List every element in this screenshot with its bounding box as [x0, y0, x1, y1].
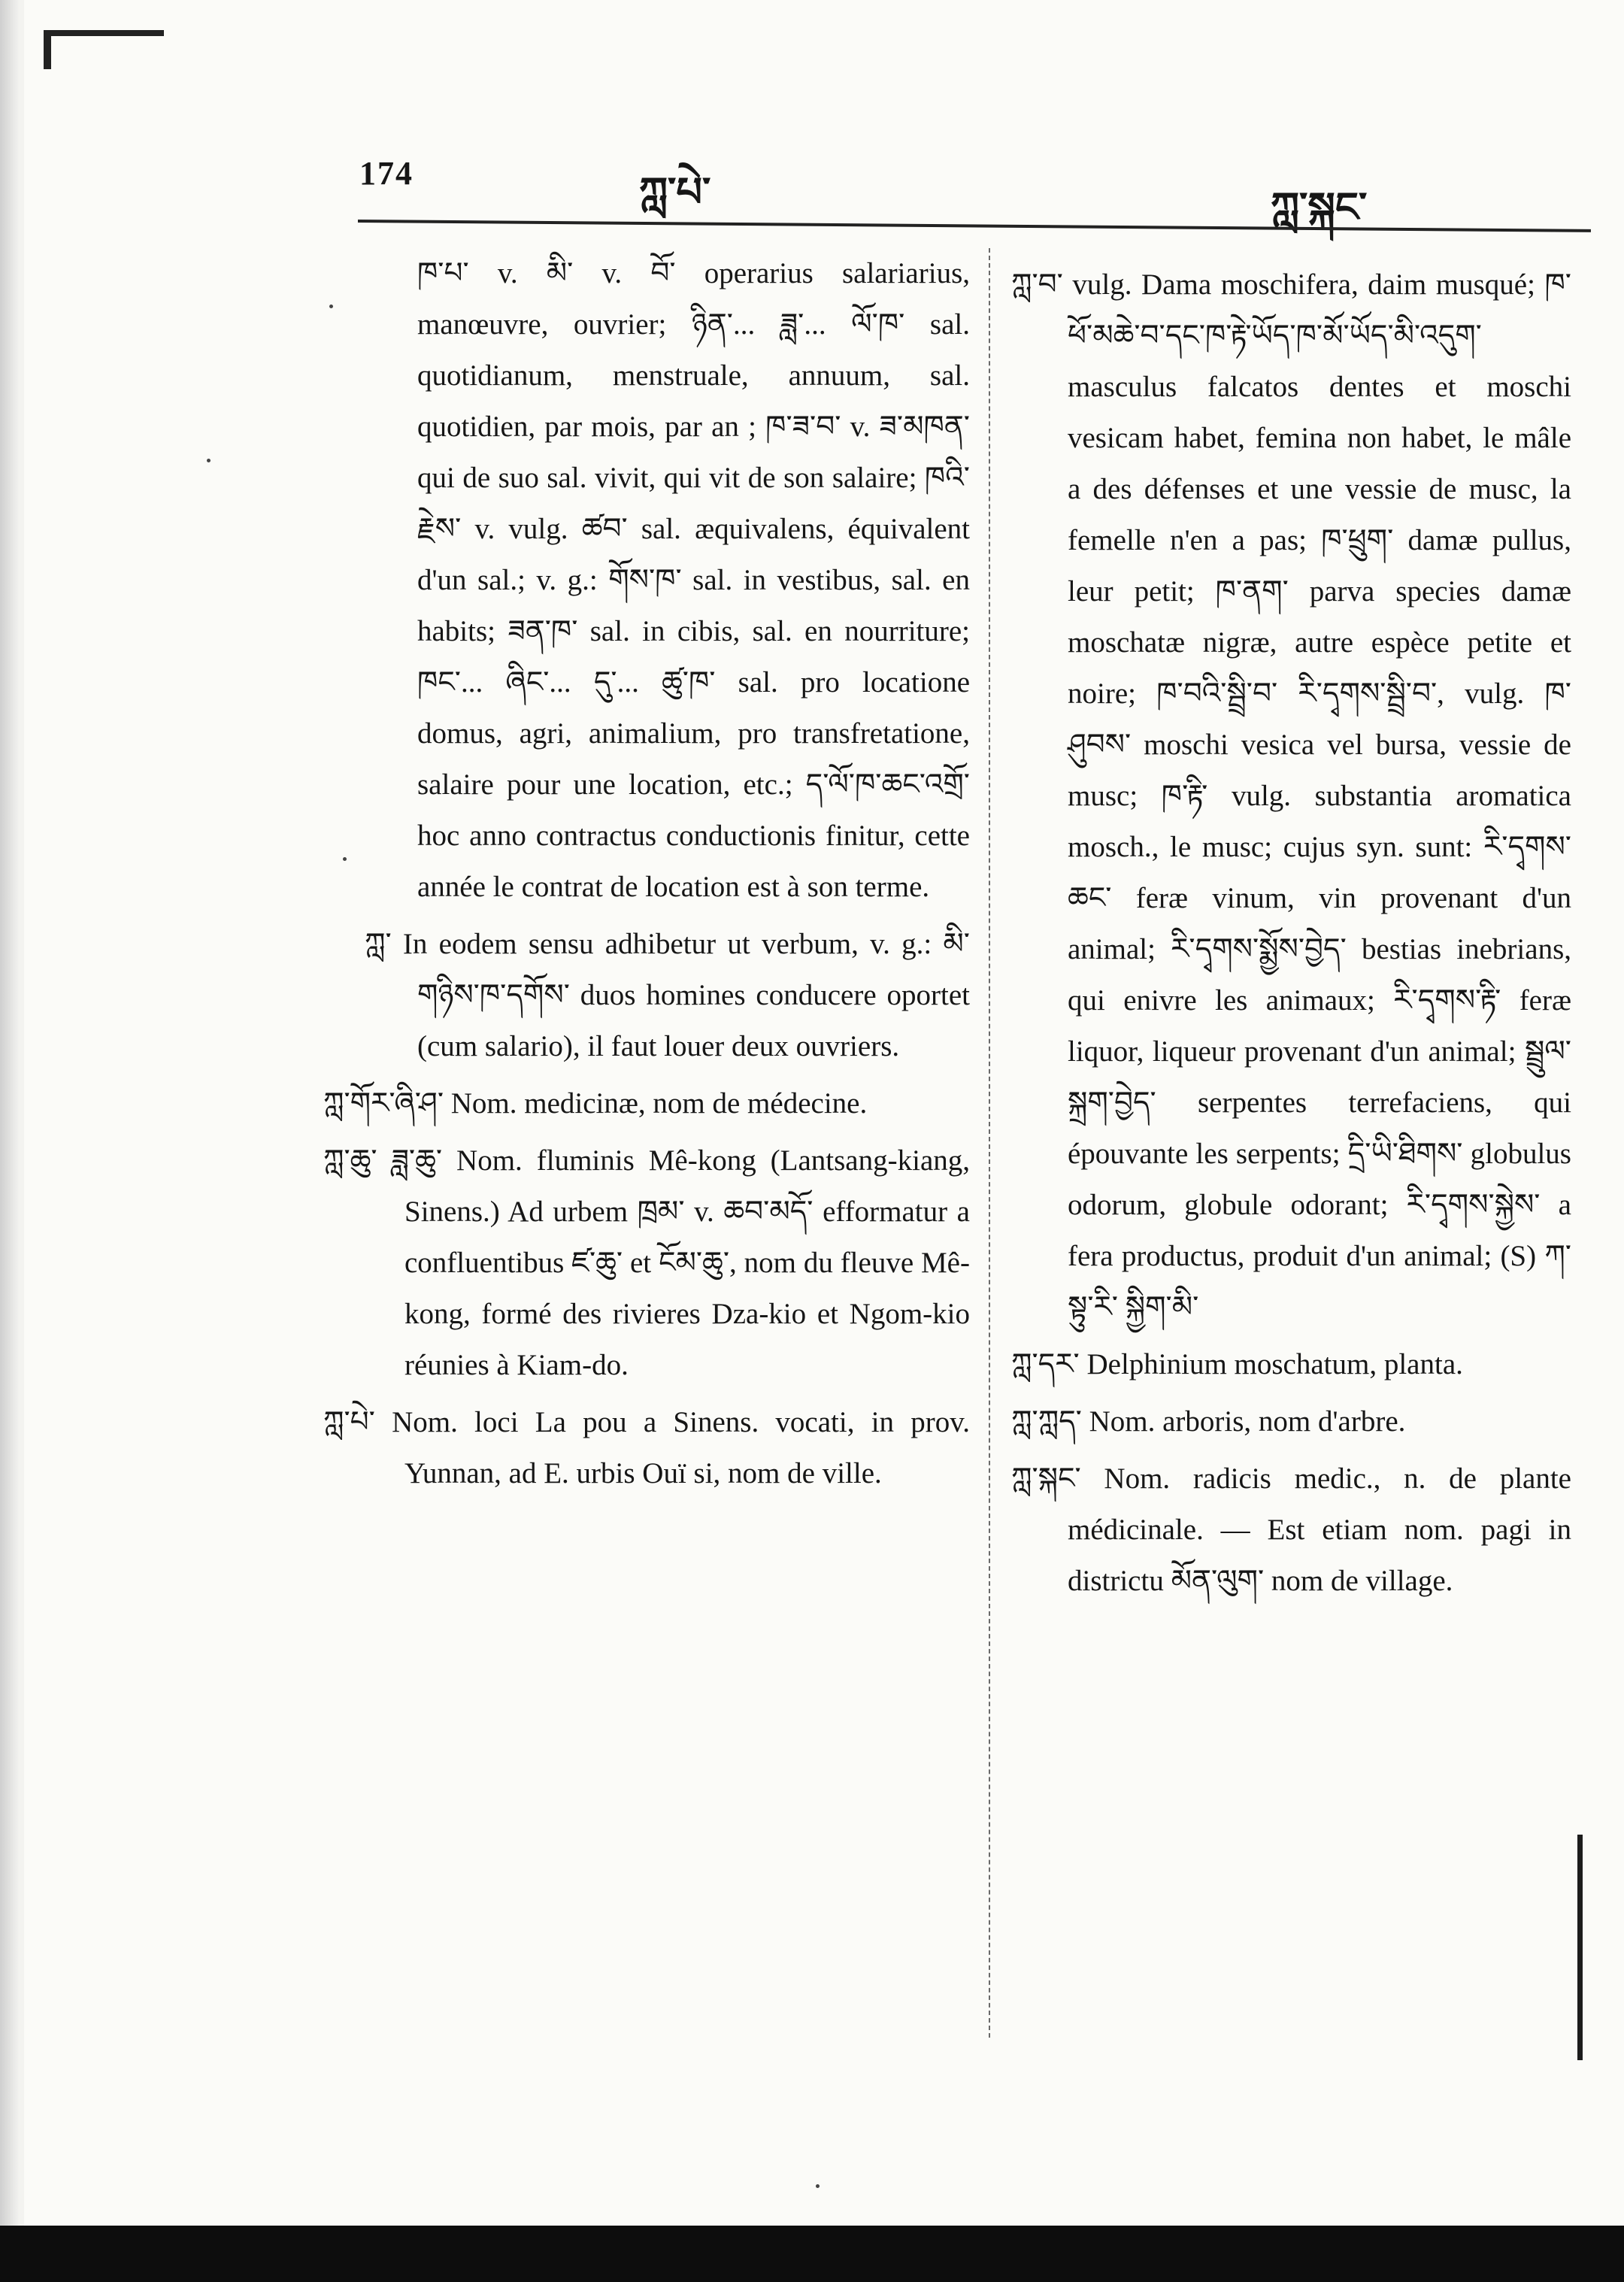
- page-number: 174: [359, 155, 414, 192]
- margin-bar: [1577, 1835, 1583, 2060]
- speck: [816, 2184, 820, 2188]
- column-divider: [989, 248, 990, 2038]
- scan-bottom-bar: [0, 2226, 1624, 2282]
- corner-mark: [44, 30, 164, 69]
- speck: [207, 459, 211, 462]
- dictionary-entry: ཀླ་ In eodem sensu adhibetur ut verbum, v. g.: མི་གཉིས་ཁ་དགོས་ duos homines conducere oportet (cum salario), il faut louer deux ouvriers.: [365, 928, 970, 1062]
- dictionary-entry: ཀླ་གོར་ཞི་ཤ་ Nom. medicinæ, nom de médecine.: [323, 1087, 868, 1120]
- header-rule: [358, 220, 1591, 232]
- left-column: [323, 248, 970, 1505]
- dictionary-entry: ཀླ་བ་ vulg. Dama moschifera, daim musqué; ཁ་ཕོ་མཆེ་བ་དང་ཁ་རྟེ་ཡོད་ཁ་མོ་ཡོད་མི་འདུག་ masculus falcatos dentes et moschi vesicam habet, femina non habet, le mâle a des défenses et une vessie de musc, la femelle n'en a pas; ཁ་ཕྲུག་ damæ pullus, leur petit; ཁ་ནག་ parva species damæ moschatæ nigræ, autre espèce petite et noire; ཁ་བའི་སྦྲི་བ་ རི་དྭགས་སྦྲི་བ་, vulg. ཁ་ཤུབས་ moschi vesica vel bursa, vessie de musc; ཁ་རྟི་ vulg. substantia aromatica mosch., le musc; cujus syn. sunt: རི་དྭགས་ཆང་ feræ vinum, vin provenant d'un animal; རི་དྭགས་སྨྱོས་བྱེད་ bestias inebrians, qui enivre les animaux; རི་དྭགས་རྟི་ feræ liquor, liqueur provenant d'un animal; སྦྲུལ་སྐྲག་བྱེད་ serpentes terrefaciens, qui épouvante les serpents; དྲི་ཡི་ཐིགས་ globulus odorum, globule odorant; རི་དྭགས་སྐྱེས་ a fera productus, produit d'un animal; (S) ཀ་སྟུ་རི་ སྐྱིག་མི་: [1011, 268, 1571, 1323]
- scan-edge: [0, 0, 24, 2226]
- speck: [343, 857, 347, 861]
- dictionary-entry: ཀླ་ཀླད་ Nom. arboris, nom d'arbre.: [1011, 1405, 1406, 1438]
- right-column: [1011, 259, 1571, 1613]
- dictionary-entry: ཀླ་པེ་ Nom. loci La pou a Sinens. vocati, in prov. Yunnan, ad E. urbis Ouï si, nom de ville.: [323, 1406, 970, 1490]
- dictionary-entry: ཀླ་ཆུ་ ཟླ་ཆུ་ Nom. fluminis Mê-kong (Lantsang-kiang, Sinens.) Ad urbem ཁྲམ་ v. ཆབ་མདོ་ efformatur a confluentibus ཛ་ཆུ་ et ངོམ་ཆུ་, nom du fleuve Mê-kong, formé des rivieres Dza-kio et Ngom-kio réunies à Kiam-do.: [323, 1144, 970, 1381]
- running-headword-left: ཀླ་པེ་: [639, 168, 711, 216]
- dictionary-entry: ཀླ་དར་ Delphinium moschatum, planta.: [1011, 1348, 1463, 1380]
- dictionary-entry: ཁ་པ་ v. མི་ v. བོ་ operarius salariarius, manœuvre, ouvrier; ཉིན་... ཟླ་... ལོ་ཁ་ sal. quotidianum, menstruale, annuum, sal. quotidien, par mois, par an ; ཁ་ཟ་བ་ v. ཟ་མཁན་ qui de suo sal. vivit, qui vit de son salaire; ཁའི་རྗེས་ v. vulg. ཚབ་ sal. æquivalens, équivalent d'un sal.; v. g.: གོས་ཁ་ sal. in vestibus, sal. en habits; ཟན་ཁ་ sal. in cibis, sal. en nourriture; ཁང་... ཞིང་... དུ་... ཚུ་ཁ་ sal. pro locatione domus, agri, animalium, pro transfretatione, salaire pour une location, etc.; ད་ལོ་ཁ་ཆང་འགྲོ་ hoc anno contractus conductionis finitur, cette année le contrat de location est à son terme.: [417, 257, 970, 903]
- dictionary-entry: ཀླ་སྐང་ Nom. radicis medic., n. de plante médicinale. — Est etiam nom. pagi in districtu མོན་ལུག་ nom de village.: [1011, 1462, 1571, 1597]
- speck: [329, 305, 333, 308]
- running-headword-right: ཀླ་སྐང་: [1271, 183, 1368, 231]
